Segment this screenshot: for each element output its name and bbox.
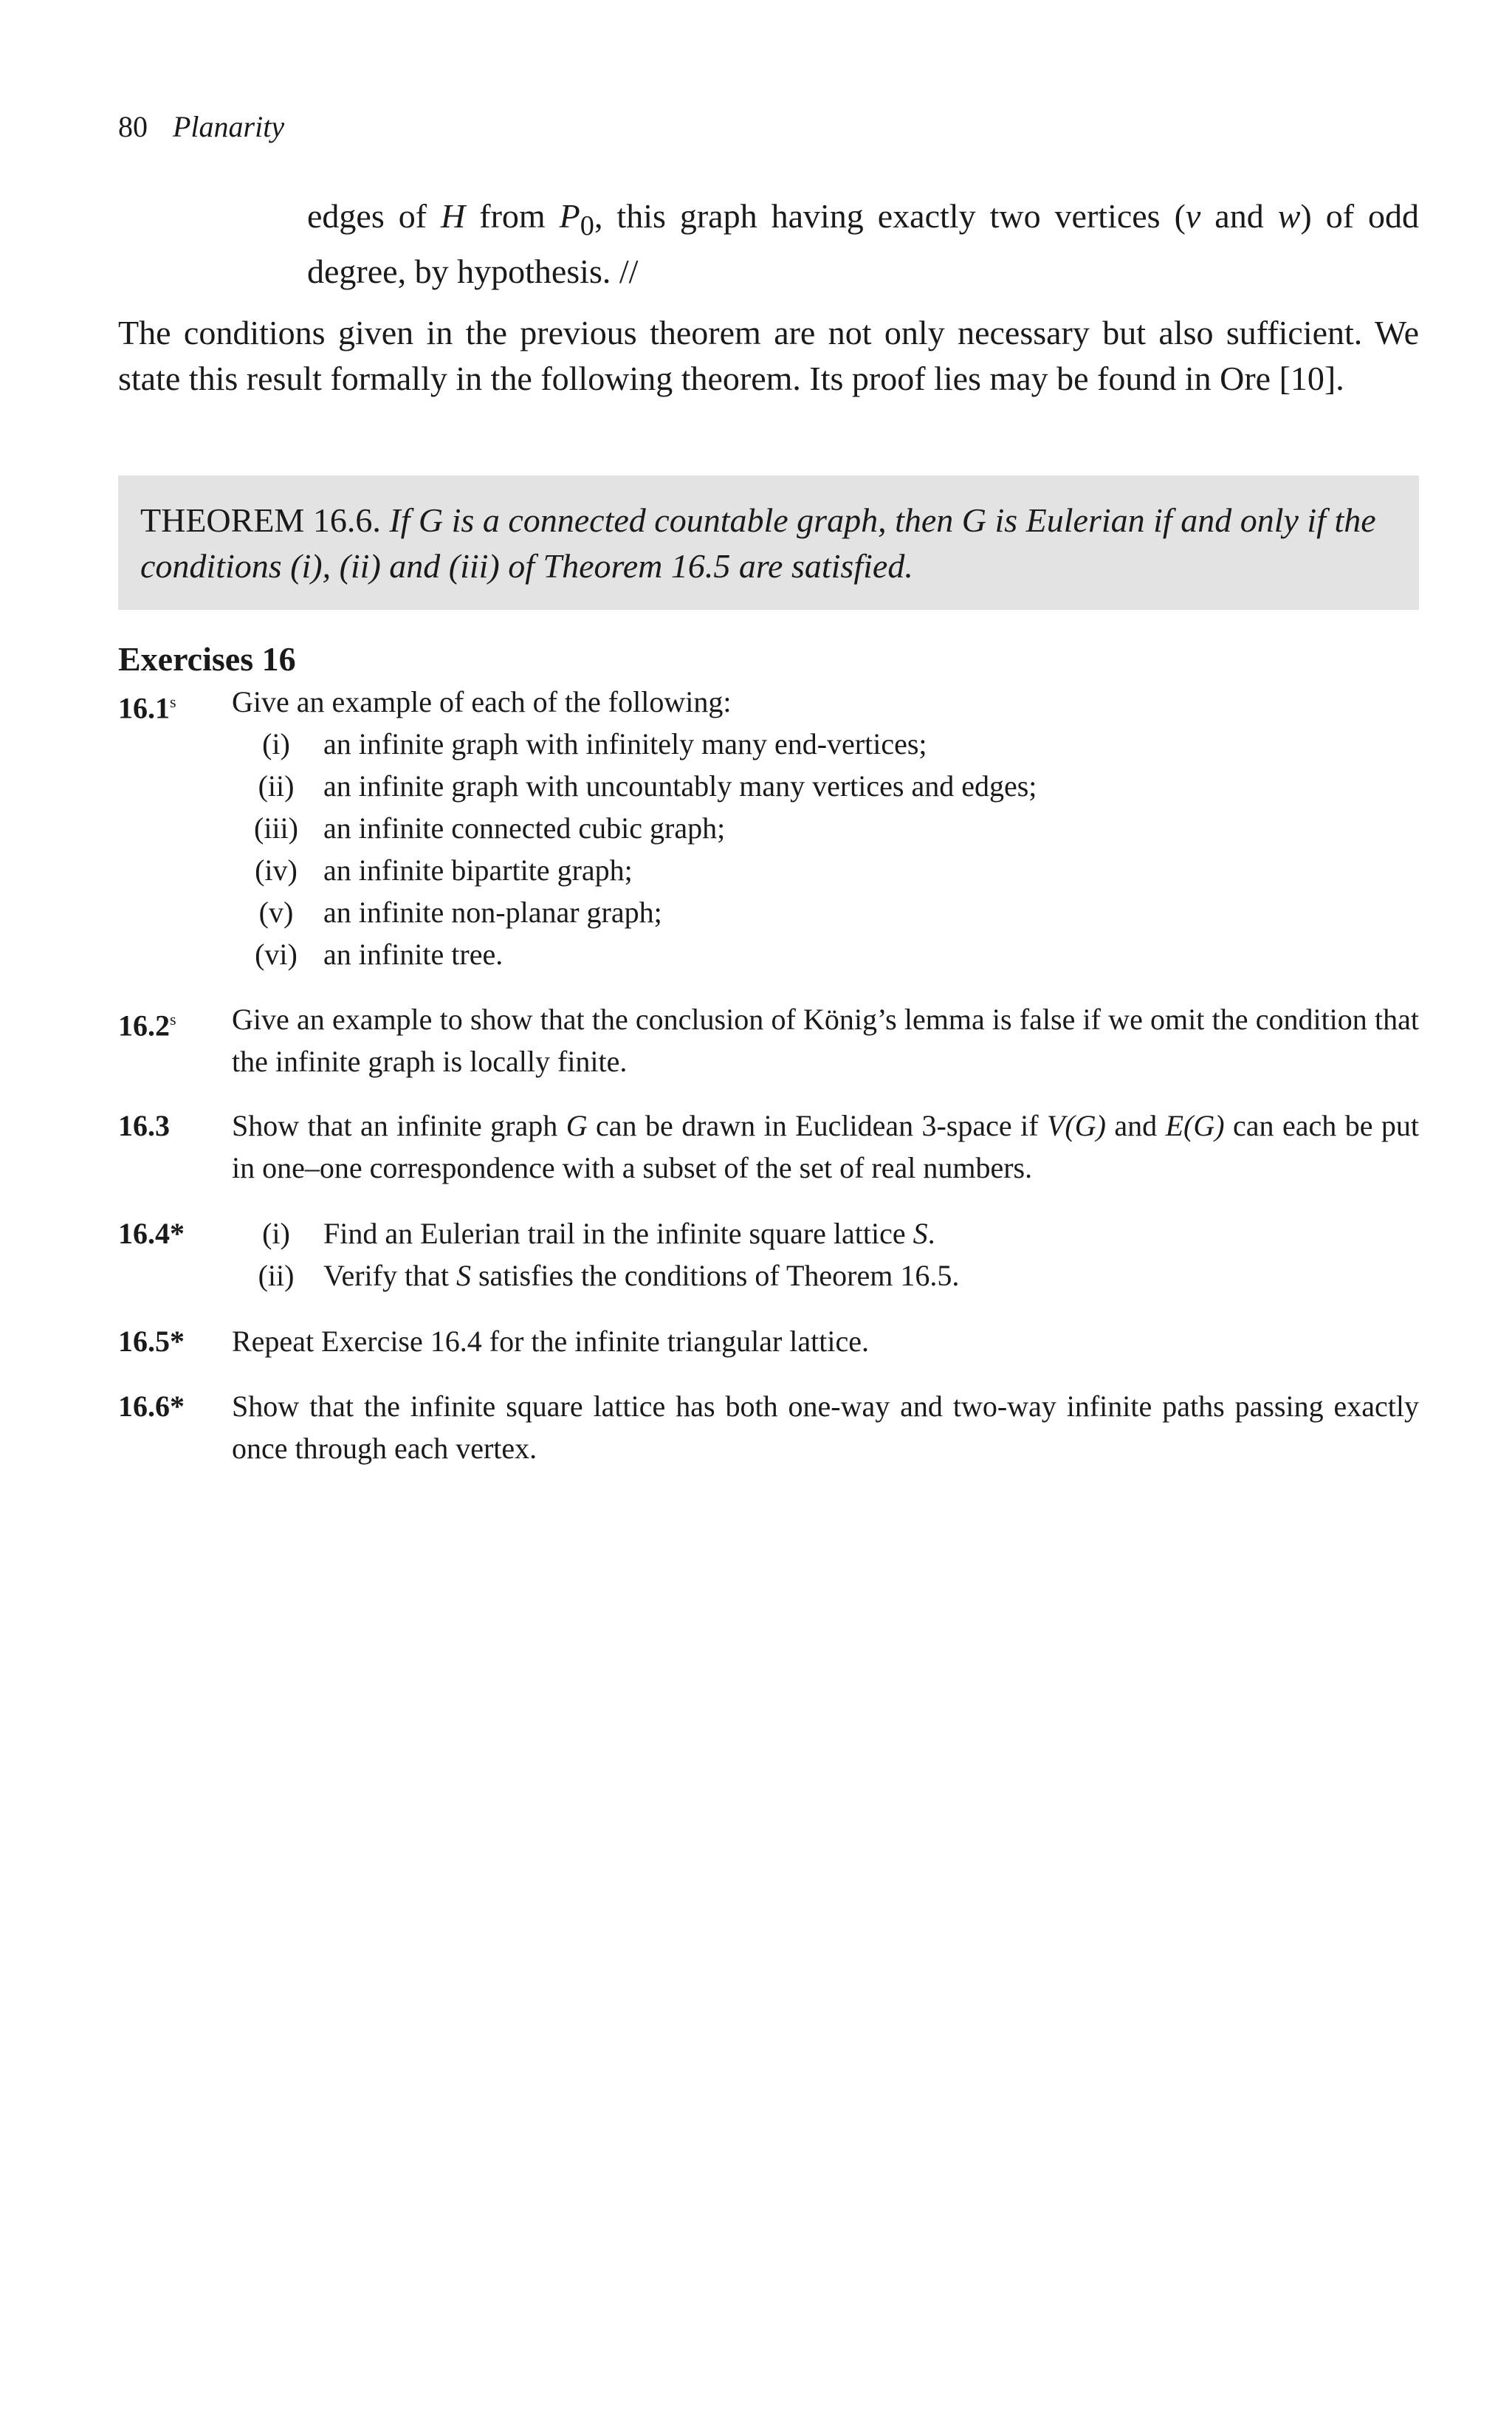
sub-item: (ii) an infinite graph with uncountably many vertices and edges; xyxy=(258,769,1037,803)
proof-tail-paragraph: edges of H from $P_0$, this graph having exactly two vertices (v and w) of odd degree, by hypothesis. // xyxy=(307,197,1419,291)
exercise-number: 16.4* xyxy=(118,1217,185,1250)
exercise-number: 16.5* xyxy=(118,1325,185,1358)
exercise-number: 16.2$^s$ xyxy=(118,1009,176,1043)
exercise-number: 16.3 xyxy=(118,1109,170,1142)
exercise-text: Show that the infinite square lattice has both one-way and two-way infinite paths passing exactly once through each vertex. xyxy=(232,1390,1419,1465)
exercise-text: Give an example to show that the conclusion of König’s lemma is false if we omit the condition that the infinite graph is locally finite. xyxy=(232,1003,1419,1078)
running-title: Planarity xyxy=(173,110,285,143)
exercises-heading: Exercises 16 xyxy=(118,640,296,678)
exercise-text: Give an example of each of the following: xyxy=(232,685,732,718)
exercise-text: Show that an infinite graph G can be drawn in Euclidean 3-space if V(G) and E(G) can each be put in one–one correspondence with a subset of the set of real numbers. xyxy=(232,1109,1420,1184)
theorem-statement: If G is a connected countable graph, then G is Eulerian if and only if the conditions (i), (ii) and (iii) of Theorem 16.5 are satisfied. xyxy=(140,501,1376,585)
sub-item: (ii) Verify that S satisfies the conditions of Theorem 16.5. xyxy=(258,1259,960,1292)
theorem-label: THEOREM 16.6. xyxy=(140,501,381,539)
sub-item: (v) an infinite non-planar graph; xyxy=(258,896,662,929)
running-header xyxy=(118,109,284,145)
exercise-number: 16.6* xyxy=(118,1390,185,1423)
sub-item: (i) an infinite graph with infinitely many end-vertices; xyxy=(262,727,927,760)
intro-paragraph: The conditions given in the previous theorem are not only necessary but also sufficient. We state this result formally in the following theorem. Its proof lies may be found in Ore [10]. xyxy=(118,314,1419,397)
exercise-number: 16.1$^s$ xyxy=(118,691,176,725)
theorem-box xyxy=(118,475,1419,610)
sub-item: (iii) an infinite connected cubic graph; xyxy=(254,811,726,845)
page-number: 80 xyxy=(118,110,148,143)
sub-item: (vi) an infinite tree. xyxy=(255,938,504,971)
sub-item: (iv) an infinite bipartite graph; xyxy=(255,854,633,887)
sub-item: (i) Find an Eulerian trail in the infinite square lattice S. xyxy=(262,1217,935,1250)
exercise-text: Repeat Exercise 16.4 for the infinite triangular lattice. xyxy=(232,1325,869,1358)
